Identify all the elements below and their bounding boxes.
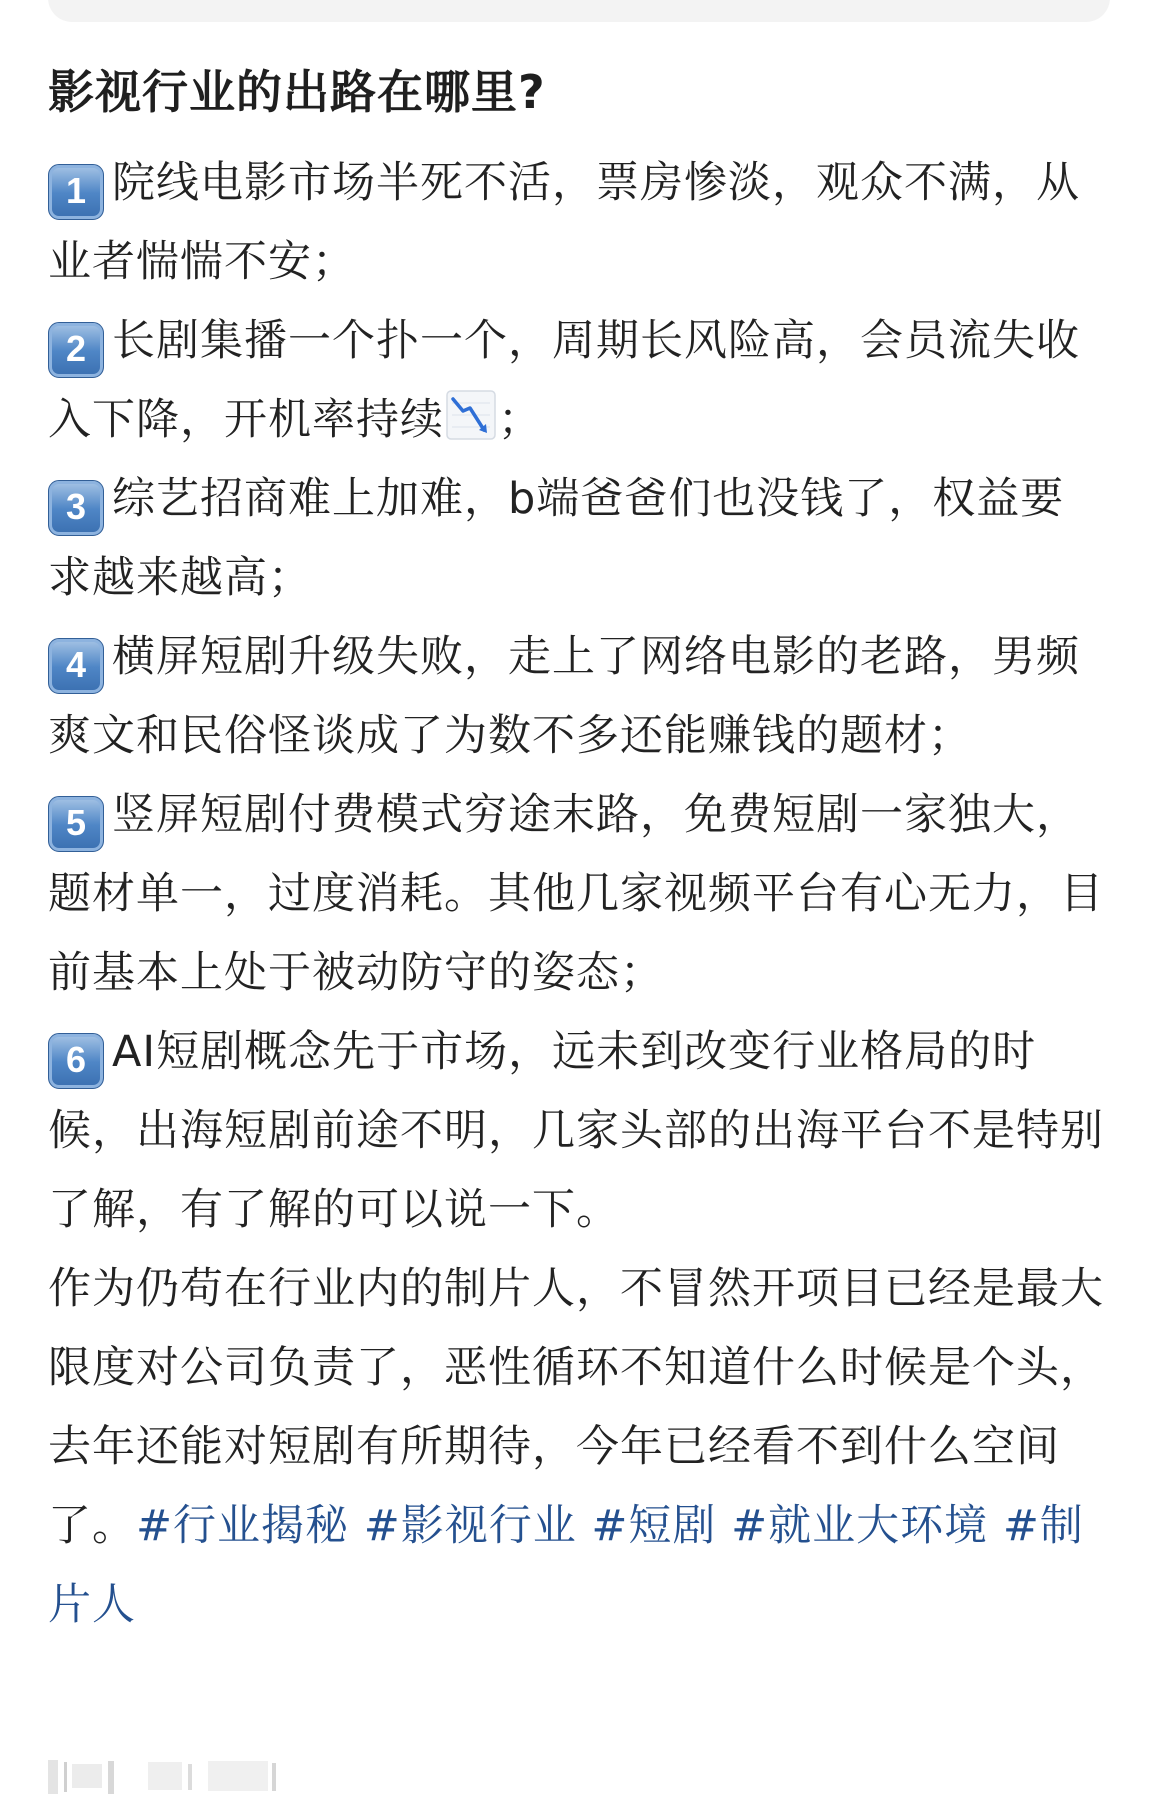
keycap-5-icon: 5 <box>48 796 104 852</box>
item-text: 院线电影市场半死不活，票房惨淡，观众不满，从业者惴惴不安； <box>48 158 1080 287</box>
chart-decreasing-icon <box>446 390 496 440</box>
closing-text: 作为仍苟在行业内的制片人，不冒然开项目已经是最大限度对公司负责了，恶性循环不知道什么时候是个头，去年还能对短剧有所期待，今年已经看不到什么空间了。 <box>48 1264 1104 1551</box>
keycap-6-icon: 6 <box>48 1033 104 1089</box>
item-text: 竖屏短剧付费模式穷途末路，免费短剧一家独大，题材单一，过度消耗。其他几家视频平台有心无力，目前基本上处于被动防守的姿态； <box>48 790 1104 998</box>
item-text: 横屏短剧升级失败，走上了网络电影的老路，男频爽文和民俗怪谈成了为数不多还能赚钱的题材； <box>48 632 1080 761</box>
hashtag-employment[interactable]: #就业大环境 <box>731 1501 989 1551</box>
list-item-5 <box>48 776 1108 1013</box>
cropped-image-strip <box>48 1758 308 1798</box>
item-text: 综艺招商难上加难，b端爸爸们也没钱了，权益要求越来越高； <box>48 474 1065 603</box>
list-item-4 <box>48 618 1108 776</box>
list-item-1 <box>48 144 1108 302</box>
keycap-3-icon: 3 <box>48 480 104 536</box>
closing-paragraph <box>48 1250 1108 1645</box>
hashtag-film-industry[interactable]: #影视行业 <box>363 1501 577 1551</box>
item-text-after: ； <box>498 395 542 445</box>
hashtag-producer[interactable]: #制片人 <box>48 1501 1084 1630</box>
top-search-bar[interactable] <box>48 0 1110 22</box>
list-item-6 <box>48 1013 1108 1250</box>
post-content <box>48 58 1108 1645</box>
keycap-1-icon: 1 <box>48 164 104 220</box>
post-title: 影视行业的出路在哪里? <box>48 65 546 119</box>
hashtag-short-drama[interactable]: #短剧 <box>591 1501 717 1551</box>
list-item-3 <box>48 460 1108 618</box>
list-item-2 <box>48 302 1108 460</box>
keycap-4-icon: 4 <box>48 638 104 694</box>
item-text: AI短剧概念先于市场，远未到改变行业格局的时候，出海短剧前途不明，几家头部的出海平台不是特别了解，有了解的可以说一下。 <box>48 1027 1104 1235</box>
keycap-2-icon: 2 <box>48 322 104 378</box>
hashtag-industry-secrets[interactable]: #行业揭秘 <box>136 1501 350 1551</box>
item-text: 长剧集播一个扑一个，周期长风险高，会员流失收入下降，开机率持续 <box>48 316 1080 445</box>
